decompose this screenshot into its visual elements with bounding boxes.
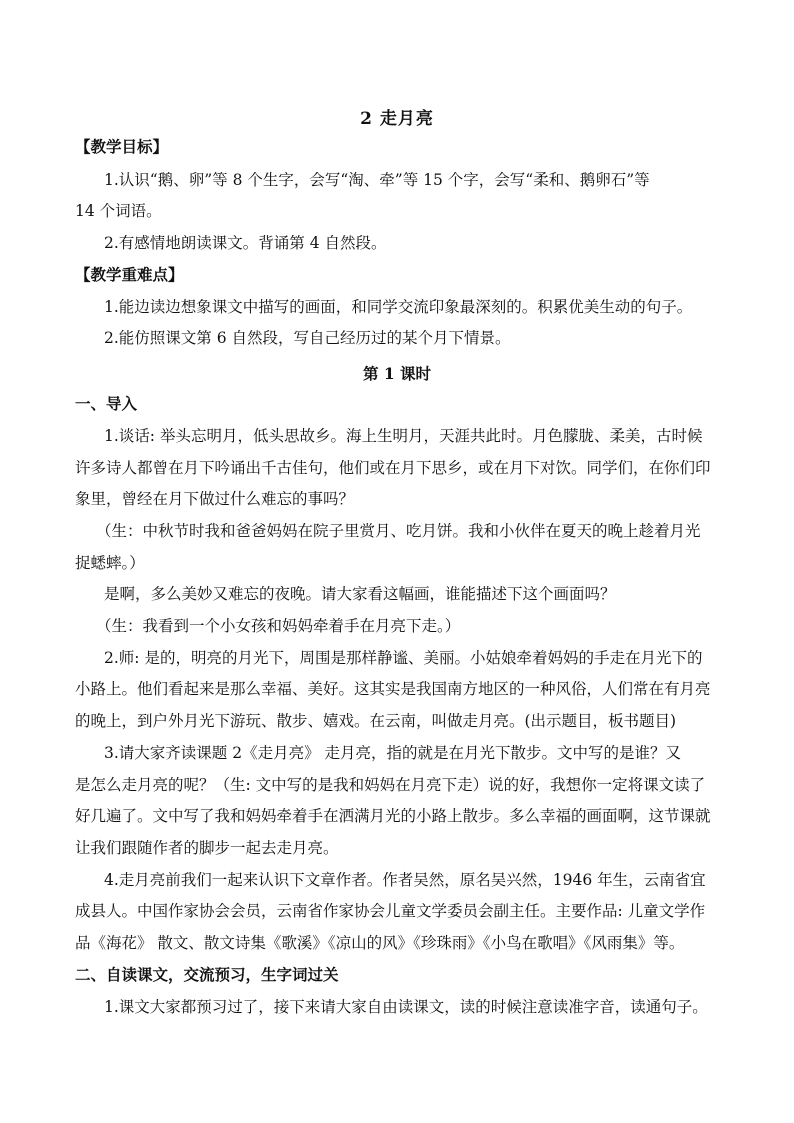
paragraph-line: 许多诗人都曾在月下吟诵出千古佳句，他们或在月下思乡，或在月下对饮。同学们，在你们印 <box>75 459 711 477</box>
paragraph-line: 象里，曾经在月下做过什么难忘的事吗？ <box>75 490 355 508</box>
paragraph-line: 是怎么走月亮的呢？（生: 文中写的是我和妈妈在月亮下走）说的好，我想你一定将课文读了 <box>75 776 706 794</box>
paragraph-line: 好几遍了。文中写了我和妈妈牵着手在洒满月光的小路上散步。多么幸福的画面啊，这节课就 <box>75 807 711 825</box>
paragraph-line: 让我们跟随作者的脚步一起去走月亮。 <box>75 839 339 857</box>
paragraph-line: 小路上。他们看起来是那么幸福、美好。这其实是我国南方地区的一种风俗，人们常在有月亮 <box>75 680 711 698</box>
paragraph-line: 成县人。中国作家协会会员，云南省作家协会儿童文学委员会副主任。主要作品: 儿童文学作 <box>75 902 706 920</box>
document-title: 2 走月亮 <box>360 109 434 129</box>
paragraph-line: 4.走月亮前我们一起来认识下文章作者。作者吴然，原名吴兴然，1946 年生，云南省宜 <box>104 871 706 889</box>
paragraph-line: 1.课文大家都预习过了，接下来请大家自由读课文，读的时候注意读准字音，读通句子。 <box>104 998 708 1016</box>
goals-heading: 【教学目标】 <box>75 137 169 156</box>
paragraph-line: （生：我看到一个小女孩和妈妈牵着手在月亮下走。） <box>96 617 461 635</box>
key-point-2: 2.能仿照课文第 6 自然段，写自己经历过的某个月下情景。 <box>104 329 511 347</box>
paragraph-line: （生：中秋节时我和爸爸妈妈在院子里赏月、吃月饼。我和小伙伴在夏天的晚上趁着月光 <box>96 522 701 540</box>
part-2-heading: 二、自读课文，交流预习，生字词过关 <box>75 965 339 984</box>
paragraph-line: 的晚上，到户外月光下游玩、散步、嬉戏。在云南，叫做走月亮。(出示题目，板书题目) <box>75 712 677 730</box>
goal-2: 2.有感情地朗读课文。背诵第 4 自然段。 <box>104 234 387 252</box>
paragraph-line: 捉蟋蟀。） <box>75 554 145 572</box>
paragraph-line: 3.请大家齐读课题 2《走月亮》 走月亮，指的就是在月光下散步。文中写的是谁？又 <box>104 744 682 762</box>
key-points-heading: 【教学重难点】 <box>75 265 184 284</box>
paragraph-line: 是啊，多么美妙又难忘的夜晚。请大家看这幅画，谁能描述下这个画面吗？ <box>104 585 616 603</box>
lesson-title: 第 1 课时 <box>362 364 432 383</box>
paragraph-line: 品《海花》 散文、散文诗集《歌溪》《凉山的风》《珍珠雨》《小鸟在歌唱》《风雨集》等。 <box>75 934 685 952</box>
goal-1-line-1: 1.认识“鹅、卵”等 8 个生字，会写“淘、牵”等 15 个字，会写“柔和、鹅卵石”等 <box>104 171 650 189</box>
paragraph-line: 1.谈话: 举头忘明月，低头思故乡。海上生明月，天涯共此时。月色朦胧、柔美，古时候 <box>104 427 703 445</box>
part-1-heading: 一、导入 <box>75 394 138 413</box>
key-point-1: 1.能边读边想象课文中描写的画面，和同学交流印象最深刻的。积累优美生动的句子。 <box>104 298 693 316</box>
paragraph-line: 2.师: 是的，明亮的月光下，周围是那样静谧、美丽。小姑娘牵着妈妈的手走在月光下的 <box>104 649 703 667</box>
goal-1-line-2: 14 个词语。 <box>75 202 162 220</box>
